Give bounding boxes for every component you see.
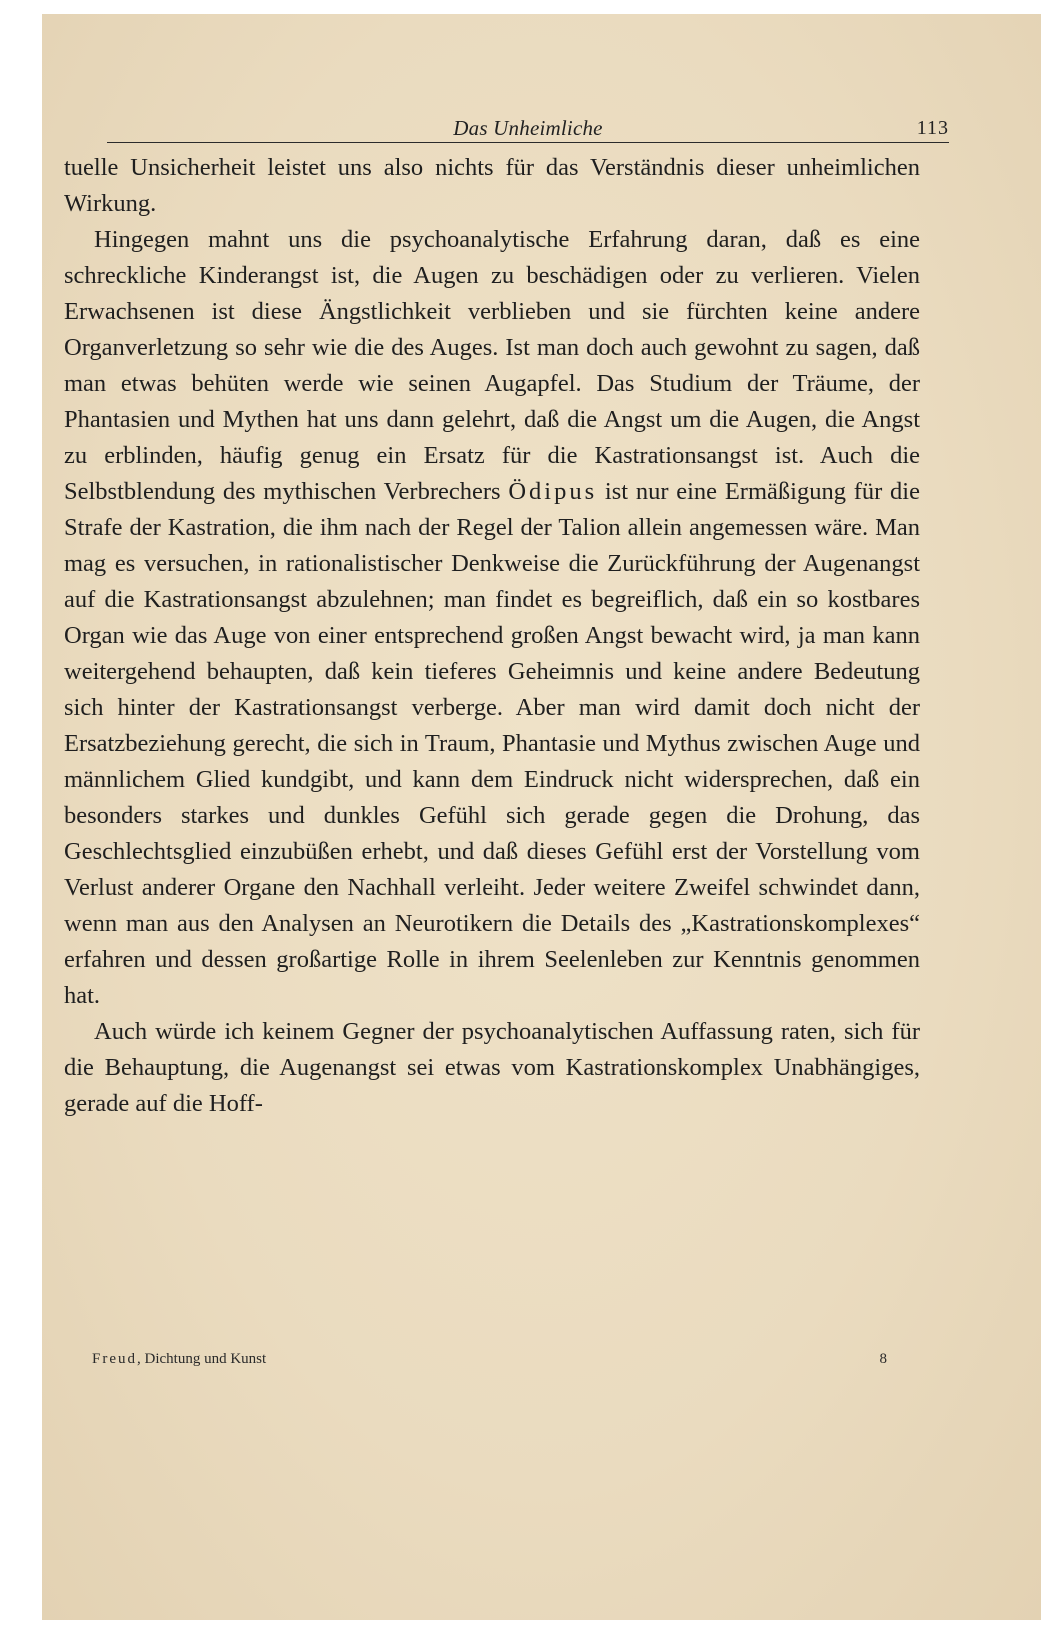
paragraph-2 bbox=[64, 222, 920, 1014]
body-text bbox=[64, 150, 920, 1122]
paragraph-2-part-2: ist nur eine Ermäßigung für die Strafe der Kastration, die ihm nach der Regel der Talion allein angemessen wäre. Man mag es versuchen, in rationalistischer Denkweise die Zurückführung der Augenangst auf die Kastrationsangst abzulehnen; man findet es begreiflich, daß ein so kostbares Organ wie das Auge von einer entsprechend großen Angst bewacht wird, ja man kann weitergehend behaupten, daß kein tieferes Geheimnis und keine andere Bedeutung sich hinter der Kastrationsangst verberge. Aber man wird damit doch nicht der Ersatzbeziehung gerecht, die sich in Traum, Phantasie und Mythus zwischen Auge und männlichem Glied kundgibt, und kann dem Eindruck nicht widersprechen, daß ein besonders starkes und dunkles Gefühl sich gerade gegen die Drohung, das Geschlechtsglied einzubüßen erhebt, und daß dieses Gefühl erst der Vorstellung vom Verlust anderer Organe den Nachhall verleiht. Jeder weitere Zweifel schwindet dann, wenn man aus den Analysen an Neurotikern die Details des „Kastrationskomplexes“ erfahren und dessen großartige Rolle in ihrem Seelenleben zur Kenntnis genommen hat. bbox=[64, 478, 920, 1009]
paragraph-3: Auch würde ich keinem Gegner der psychoanalytischen Auffassung raten, sich für die Behauptung, die Augenangst sei etwas vom Kastrationskomplex Unabhängiges, gerade auf die Hoff- bbox=[64, 1018, 920, 1117]
page-header bbox=[107, 102, 949, 143]
footer-title: , Dichtung und Kunst bbox=[137, 1351, 267, 1367]
paragraph-1: tuelle Unsicherheit leistet uns also nichts für das Verständnis dieser unheimlichen Wirkung. bbox=[64, 154, 920, 217]
signature-mark: 8 bbox=[879, 1351, 887, 1367]
paragraph-2-part-1: Hingegen mahnt uns die psychoanalytische Erfahrung daran, daß es eine schreckliche Kinderangst ist, die Augen zu beschädigen oder zu verlieren. Vielen Erwachsenen ist diese Ängstlichkeit verblieben und sie fürchten keine andere Organverletzung so sehr wie die des Auges. Ist man doch auch gewohnt zu sagen, daß man etwas behüten werde wie seinen Augapfel. Das Studium der Träume, der Phantasien und Mythen hat uns dann gelehrt, daß die Angst um die Augen, die Angst zu erblinden, häufig genug ein Ersatz für die Kastrationsangst ist. Auch die Selbstblendung des mythischen Verbrechers bbox=[64, 226, 920, 505]
page-footer bbox=[92, 1351, 892, 1368]
page-number: 113 bbox=[916, 117, 949, 139]
scanned-page bbox=[42, 14, 1041, 1620]
oedipus-name: Ödipus bbox=[508, 478, 598, 505]
running-title: Das Unheimliche bbox=[453, 116, 603, 140]
footer-author: Freud bbox=[92, 1351, 137, 1367]
